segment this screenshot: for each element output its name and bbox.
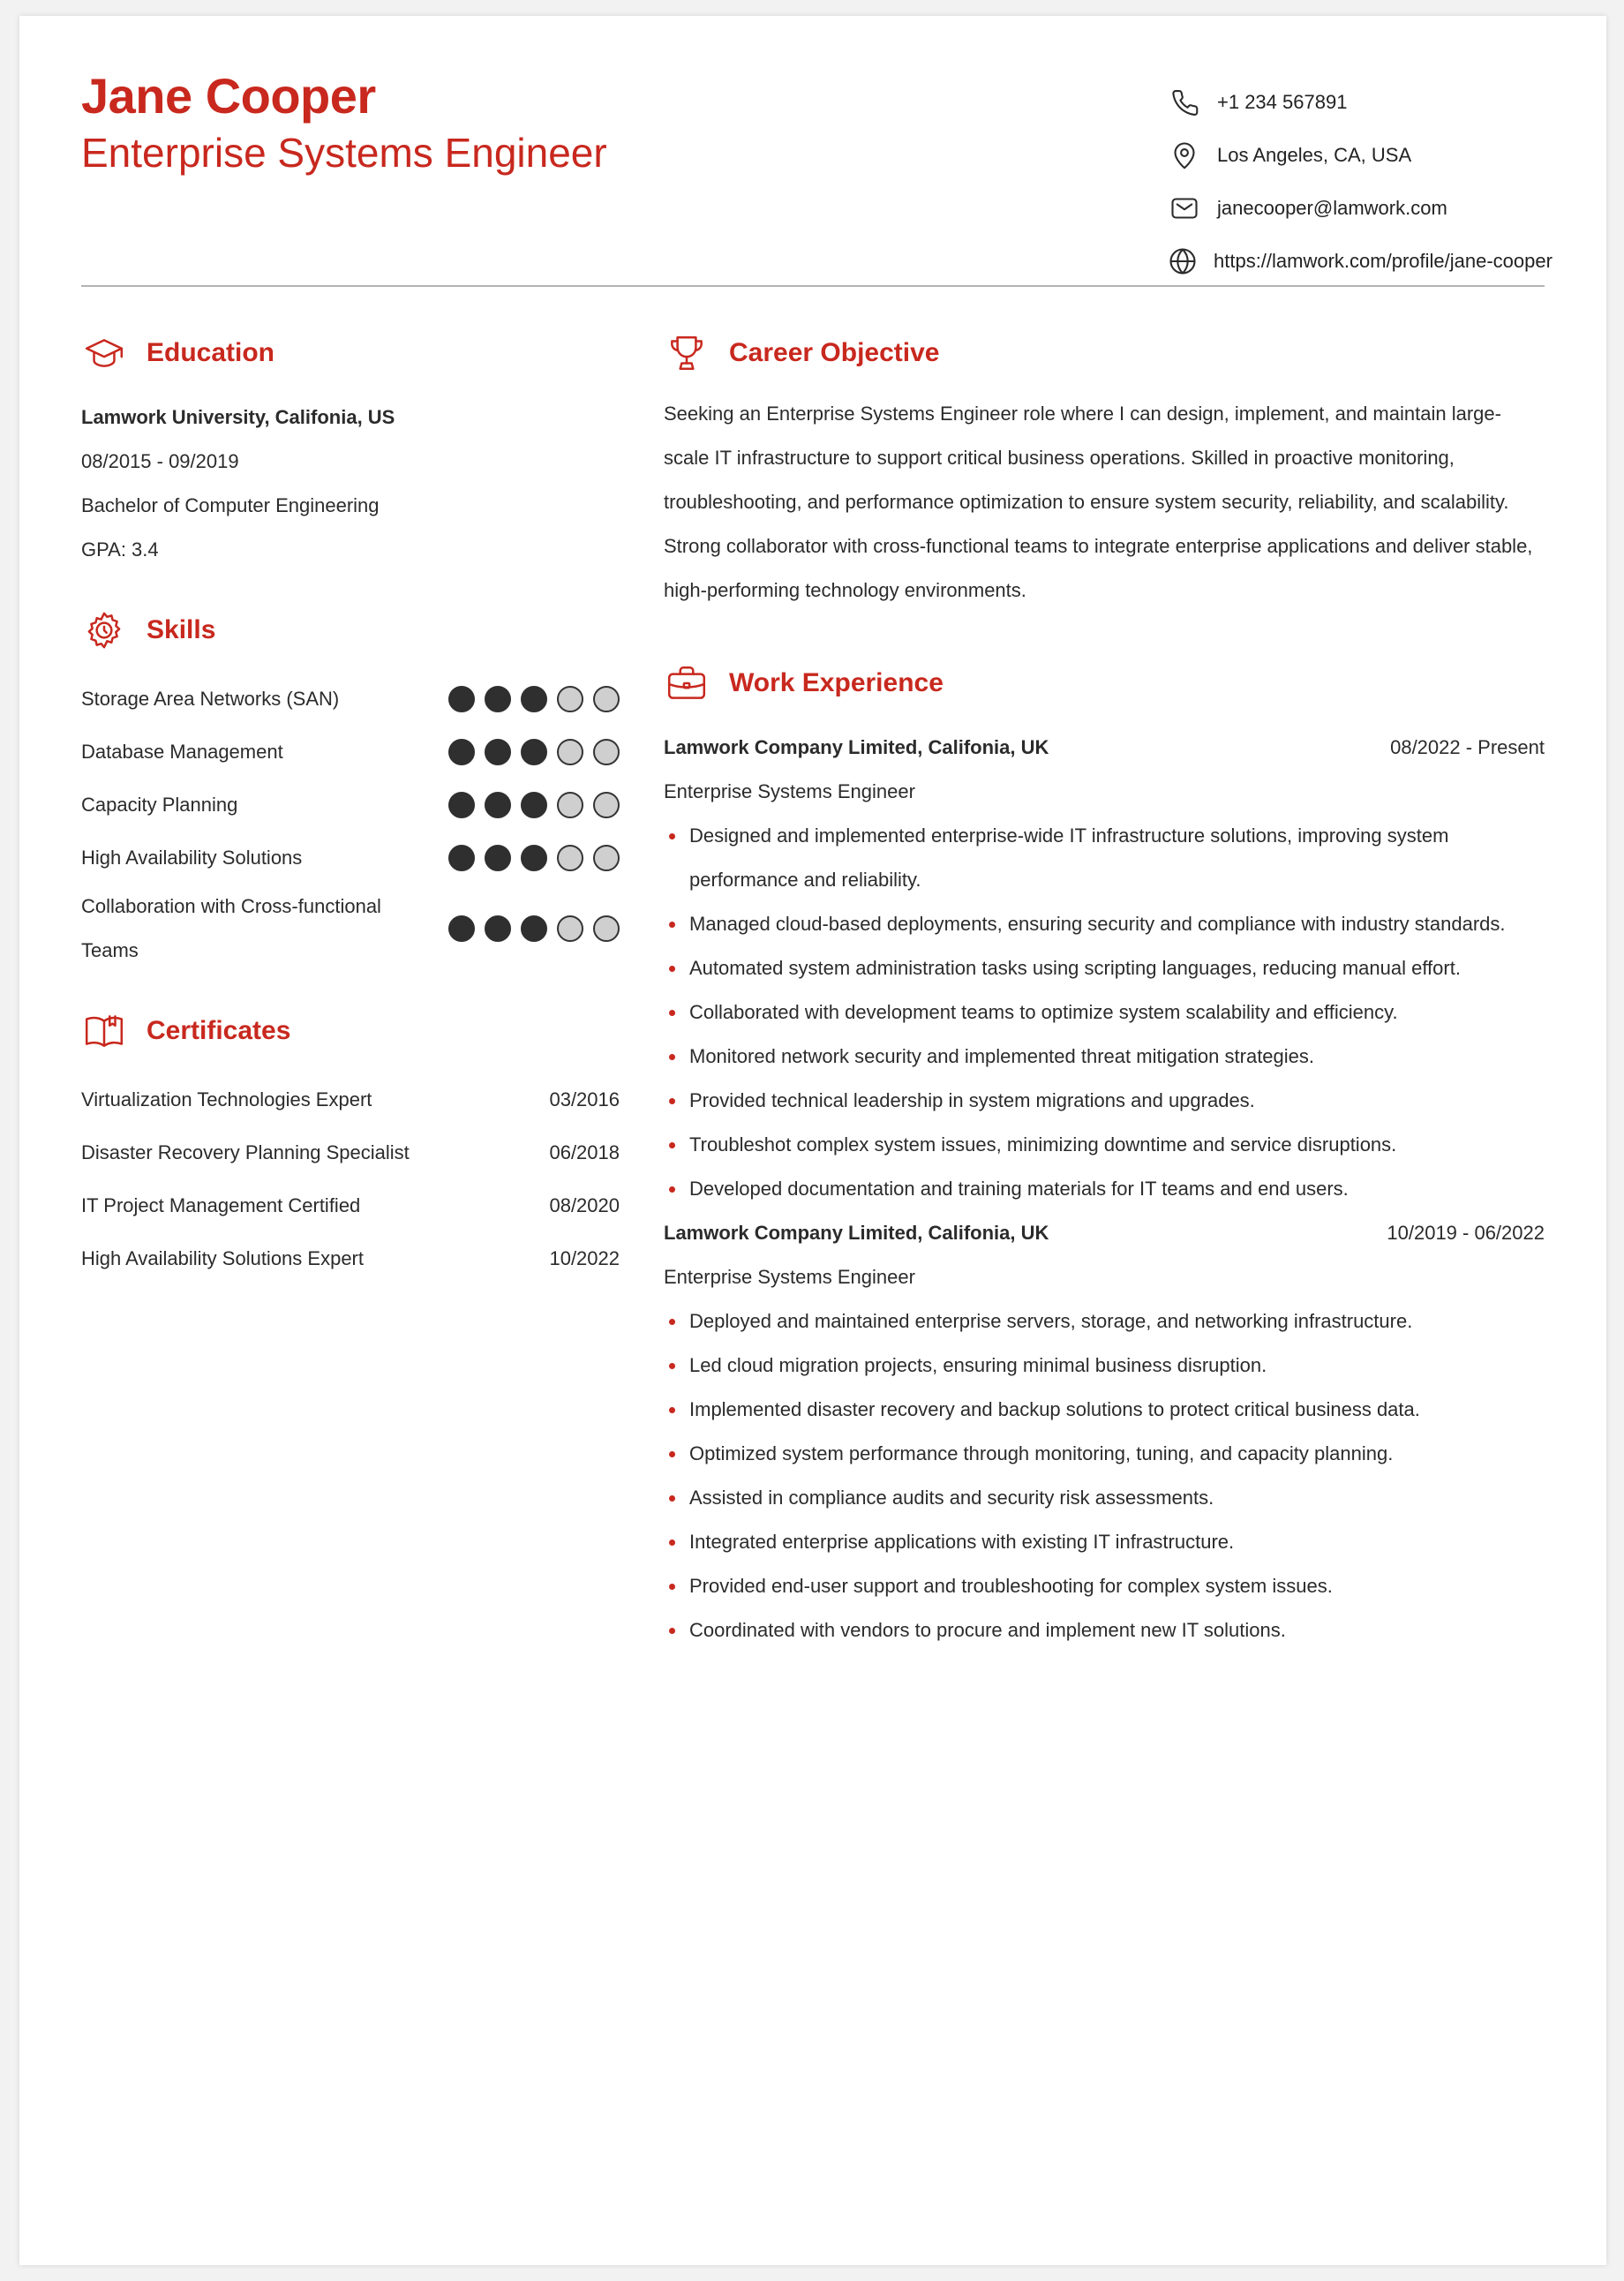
rating-dot-filled (485, 739, 511, 765)
job-role: Enterprise Systems Engineer (664, 1266, 915, 1288)
certificate-date: 03/2016 (549, 1088, 620, 1110)
skills-heading (81, 607, 620, 653)
certificate-date: 08/2020 (549, 1194, 620, 1216)
location-icon (1167, 138, 1202, 173)
right-column (664, 330, 1545, 1652)
job-bullet: Coordinated with vendors to procure and implement new IT solutions. (664, 1608, 1545, 1652)
skill-rating (448, 739, 620, 765)
job-bullet: Implemented disaster recovery and backup solutions to protect critical business data. (664, 1388, 1545, 1432)
experience-list (664, 726, 1545, 1652)
contact-email-text[interactable]: janecooper@lamwork.com (1217, 197, 1447, 219)
contact-email (1167, 182, 1545, 235)
job-bullet: Assisted in compliance audits and security risk assessments. (664, 1476, 1545, 1520)
certificates-title: Certificates (147, 1016, 291, 1045)
job-bullet: Troubleshot complex system issues, minimizing downtime and service disruptions. (664, 1123, 1545, 1167)
skill-row (81, 673, 620, 726)
certificate-name: Virtualization Technologies Expert (81, 1088, 372, 1110)
job-bullet: Designed and implemented enterprise-wide IT infrastructure solutions, improving system performance and reliability. (664, 814, 1545, 902)
rating-dot-empty (593, 915, 620, 942)
rating-dot-empty (557, 739, 583, 765)
certificates-list (81, 1073, 620, 1285)
book-icon (81, 1008, 127, 1054)
skill-name: Collaboration with Cross-functional Teams (81, 895, 381, 961)
job-bullet: Deployed and maintained enterprise servers, storage, and networking infrastructure. (664, 1299, 1545, 1344)
contact-list (1167, 76, 1553, 288)
rating-dot-filled (448, 845, 475, 871)
skill-row (81, 832, 620, 885)
job-bullet: Monitored network security and implemented threat mitigation strategies. (664, 1035, 1545, 1079)
rating-dot-empty (593, 739, 620, 765)
contact-website (1167, 235, 1553, 288)
job-bullet: Collaborated with development teams to optimize system scalability and efficiency. (664, 990, 1545, 1035)
certificate-row (81, 1073, 620, 1126)
graduation-cap-icon (81, 330, 127, 376)
certificate-name: Disaster Recovery Planning Specialist (81, 1141, 410, 1163)
mail-icon (1167, 191, 1202, 226)
skill-row (81, 779, 620, 832)
rating-dot-filled (448, 686, 475, 712)
contact-phone-text[interactable]: +1 234 567891 (1217, 91, 1348, 113)
certificate-name: High Availability Solutions Expert (81, 1247, 364, 1269)
contact-location (1167, 129, 1545, 182)
job-bullet: Led cloud migration projects, ensuring minimal business disruption. (664, 1344, 1545, 1388)
education-title: Education (147, 338, 275, 367)
gear-icon (81, 607, 127, 653)
rating-dot-filled (521, 739, 547, 765)
certificate-date: 06/2018 (549, 1141, 620, 1163)
rating-dot-empty (593, 686, 620, 712)
job-company: Lamwork Company Limited, Califonia, UK (664, 736, 1049, 758)
experience-heading (664, 660, 1545, 706)
job-dates: 08/2022 - Present (1390, 736, 1545, 758)
job-header (664, 1211, 1545, 1255)
briefcase-icon (664, 660, 710, 706)
phone-icon (1167, 85, 1202, 120)
contact-website-text[interactable]: https://lamwork.com/profile/jane-cooper (1214, 250, 1553, 272)
education-dates: 08/2015 - 09/2019 (81, 450, 239, 472)
experience-title: Work Experience (729, 668, 944, 697)
rating-dot-filled (521, 686, 547, 712)
trophy-icon (664, 330, 710, 376)
job-bullets (664, 814, 1545, 1211)
rating-dot-filled (448, 915, 475, 942)
rating-dot-filled (521, 845, 547, 871)
job-role: Enterprise Systems Engineer (664, 780, 915, 802)
certificate-row (81, 1126, 620, 1179)
job-bullet: Provided technical leadership in system migrations and upgrades. (664, 1079, 1545, 1123)
skills-title: Skills (147, 615, 216, 644)
skill-name: Storage Area Networks (SAN) (81, 688, 340, 710)
rating-dot-empty (593, 845, 620, 871)
certificate-row (81, 1232, 620, 1285)
rating-dot-empty (557, 792, 583, 818)
contact-phone (1167, 76, 1545, 129)
candidate-name: Jane Cooper (81, 68, 376, 124)
rating-dot-empty (593, 792, 620, 818)
job-bullet: Developed documentation and training materials for IT teams and end users. (664, 1167, 1545, 1211)
rating-dot-filled (485, 915, 511, 942)
education-school: Lamwork University, Califonia, US (81, 406, 395, 428)
education-gpa: GPA: 3.4 (81, 538, 159, 561)
rating-dot-filled (448, 739, 475, 765)
contact-location-text: Los Angeles, CA, USA (1217, 144, 1412, 166)
job-dates: 10/2019 - 06/2022 (1387, 1222, 1545, 1244)
rating-dot-empty (557, 915, 583, 942)
skill-name: High Availability Solutions (81, 847, 303, 869)
education-degree: Bachelor of Computer Engineering (81, 494, 380, 516)
rating-dot-empty (557, 686, 583, 712)
job-bullet: Provided end-user support and troubleshooting for complex system issues. (664, 1564, 1545, 1608)
objective-title: Career Objective (729, 338, 940, 367)
job-bullet: Managed cloud-based deployments, ensuring security and compliance with industry standards. (664, 902, 1545, 946)
resume-page (19, 16, 1606, 2265)
certificates-heading (81, 1008, 620, 1054)
skill-rating (448, 845, 620, 871)
candidate-title: Enterprise Systems Engineer (81, 130, 607, 176)
objective-heading (664, 330, 1545, 376)
skill-name: Database Management (81, 741, 283, 763)
skill-rating (448, 686, 620, 712)
certificate-name: IT Project Management Certified (81, 1194, 361, 1216)
certificate-date: 10/2022 (549, 1247, 620, 1269)
skill-name: Capacity Planning (81, 794, 238, 816)
job-bullet: Optimized system performance through monitoring, tuning, and capacity planning. (664, 1432, 1545, 1476)
rating-dot-filled (448, 792, 475, 818)
rating-dot-empty (557, 845, 583, 871)
education-entry (81, 395, 620, 572)
skills-list (81, 673, 620, 973)
job-bullet: Automated system administration tasks using scripting languages, reducing manual effort. (664, 946, 1545, 990)
rating-dot-filled (485, 686, 511, 712)
job-bullet: Integrated enterprise applications with existing IT infrastructure. (664, 1520, 1545, 1564)
skill-rating (448, 792, 620, 818)
rating-dot-filled (521, 915, 547, 942)
education-heading (81, 330, 620, 376)
skill-rating (448, 915, 620, 942)
left-column (81, 330, 620, 1285)
skill-row (81, 726, 620, 779)
skill-row (81, 885, 620, 973)
rating-dot-filled (485, 845, 511, 871)
job-header (664, 726, 1545, 770)
resume-header (81, 16, 1553, 287)
job-company: Lamwork Company Limited, Califonia, UK (664, 1222, 1049, 1244)
certificate-row (81, 1179, 620, 1232)
job-entry (664, 726, 1545, 1211)
job-bullets (664, 1299, 1545, 1652)
rating-dot-filled (521, 792, 547, 818)
job-entry (664, 1211, 1545, 1652)
globe-icon (1167, 244, 1199, 279)
objective-text: Seeking an Enterprise Systems Engineer role where I can design, implement, and maintain large-scale IT infrastructure to support critical business operations. Skilled in proactive monitoring, troubleshooting, and performance optimization to ensure system security, reliability, and scalability. Strong collaborator with cross-functional teams to integrate enterprise applications and deliver stable, high-performing technology environments. (664, 403, 1533, 601)
rating-dot-filled (485, 792, 511, 818)
